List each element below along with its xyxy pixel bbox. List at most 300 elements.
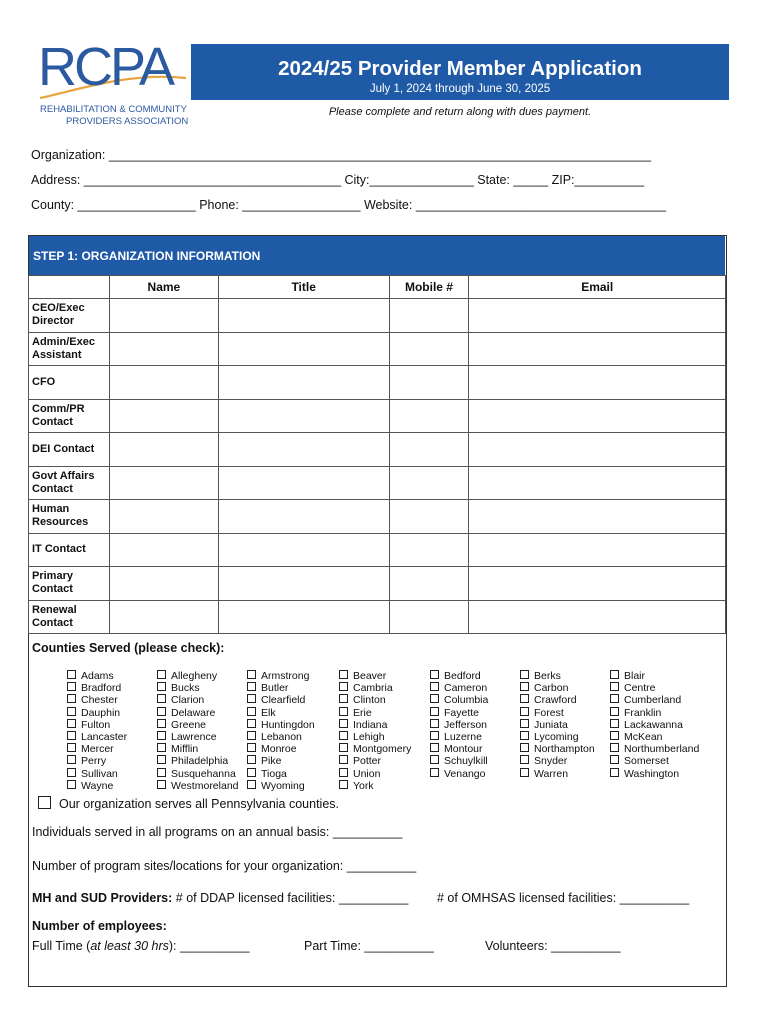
county-checkbox[interactable] — [610, 731, 619, 740]
county-checkbox[interactable] — [339, 755, 348, 764]
title-cell[interactable] — [218, 600, 389, 634]
role-label-line: Contact — [32, 482, 73, 495]
county-item[interactable] — [610, 694, 699, 706]
county-label: Jefferson — [444, 718, 487, 731]
parttime-field[interactable]: Part Time: __________ — [304, 939, 434, 953]
role-label-line: Govt Affairs — [32, 469, 95, 482]
email-cell[interactable] — [469, 299, 726, 333]
county-checkbox[interactable] — [520, 719, 529, 728]
role-label — [29, 567, 110, 601]
table-row — [29, 399, 726, 433]
county-checkbox[interactable] — [157, 670, 166, 679]
contacts-body — [29, 299, 726, 634]
table-row — [29, 299, 726, 333]
county-label: Northumberland — [624, 743, 700, 756]
role-label-line: CFO — [32, 375, 56, 388]
role-label — [29, 433, 110, 467]
county-label: Carbon — [534, 682, 569, 695]
step1-title: STEP 1: ORGANIZATION INFORMATION — [33, 249, 261, 263]
county-checkbox[interactable] — [610, 694, 619, 703]
county-label: Wyoming — [261, 779, 305, 792]
county-checkbox[interactable] — [430, 743, 439, 752]
email-cell[interactable] — [469, 399, 726, 433]
county-checkbox[interactable] — [247, 707, 256, 716]
county-checkbox[interactable] — [67, 707, 76, 716]
county-checkbox[interactable] — [430, 768, 439, 777]
county-checkbox[interactable] — [157, 707, 166, 716]
county-label: Wayne — [81, 779, 114, 792]
county-label: Susquehanna — [171, 767, 236, 780]
county-checkbox[interactable] — [247, 755, 256, 764]
mh-label: MH and SUD Providers: — [32, 891, 173, 905]
county-checkbox[interactable] — [339, 743, 348, 752]
title-cell[interactable] — [218, 433, 389, 467]
county-checkbox[interactable] — [430, 694, 439, 703]
county-item[interactable] — [520, 768, 595, 780]
county-item[interactable] — [67, 682, 127, 694]
county-item[interactable] — [157, 768, 239, 780]
role-label-line: Renewal — [32, 603, 77, 616]
county-label: Lebanon — [261, 731, 302, 744]
county-checkbox[interactable] — [610, 707, 619, 716]
county-item[interactable] — [157, 694, 239, 706]
county-checkbox[interactable] — [67, 670, 76, 679]
email-cell[interactable] — [469, 600, 726, 634]
county-item[interactable] — [67, 670, 127, 682]
role-label-line: Contact — [32, 616, 73, 629]
county-item[interactable] — [247, 682, 315, 694]
step1-header — [29, 236, 725, 275]
mobile-cell[interactable] — [389, 433, 469, 467]
county-label: Lackawanna — [624, 718, 683, 731]
county-checkbox[interactable] — [339, 768, 348, 777]
table-row — [29, 600, 726, 634]
name-cell[interactable] — [109, 433, 218, 467]
mobile-cell[interactable] — [389, 299, 469, 333]
county-item[interactable] — [67, 755, 127, 767]
county-item[interactable] — [339, 682, 411, 694]
county-label: Mercer — [81, 743, 114, 756]
county-item[interactable] — [157, 719, 239, 731]
name-cell[interactable] — [109, 600, 218, 634]
county-item[interactable] — [247, 780, 315, 792]
county-item[interactable] — [157, 755, 239, 767]
mobile-cell[interactable] — [389, 600, 469, 634]
county-checkbox[interactable] — [157, 682, 166, 691]
email-cell[interactable] — [469, 466, 726, 500]
county-label: Centre — [624, 682, 656, 695]
county-item[interactable] — [339, 768, 411, 780]
county-column — [339, 670, 411, 792]
county-label: Lawrence — [171, 731, 217, 744]
role-label-line: Resources — [32, 516, 89, 529]
county-label: Fulton — [81, 718, 111, 731]
county-checkbox[interactable] — [157, 694, 166, 703]
county-item[interactable] — [157, 707, 239, 719]
county-checkbox[interactable] — [610, 755, 619, 764]
county-label: Union — [353, 767, 381, 780]
name-cell[interactable] — [109, 466, 218, 500]
county-checkbox[interactable] — [430, 707, 439, 716]
county-item[interactable] — [67, 731, 127, 743]
county-label: Luzerne — [444, 731, 482, 744]
email-cell[interactable] — [469, 433, 726, 467]
role-label-line: Director — [32, 315, 75, 328]
county-item[interactable] — [247, 719, 315, 731]
email-cell[interactable] — [469, 332, 726, 366]
county-checkbox[interactable] — [520, 743, 529, 752]
county-checkbox[interactable] — [339, 707, 348, 716]
county-checkbox[interactable] — [157, 743, 166, 752]
county-label: Lancaster — [81, 731, 128, 744]
name-cell[interactable] — [109, 567, 218, 601]
county-label: Westmoreland — [171, 779, 239, 792]
county-item[interactable] — [247, 707, 315, 719]
mobile-cell[interactable] — [389, 533, 469, 567]
mobile-cell[interactable] — [389, 332, 469, 366]
county-item[interactable] — [610, 670, 699, 682]
county-item[interactable] — [247, 768, 315, 780]
role-label-line: DEI Contact — [32, 442, 95, 455]
county-checkbox[interactable] — [339, 694, 348, 703]
county-item[interactable] — [247, 743, 315, 755]
county-label: Washington — [624, 767, 680, 780]
county-item[interactable] — [67, 768, 127, 780]
county-checkbox[interactable] — [157, 780, 166, 789]
county-phone-website-field[interactable]: County: _________________ Phone: _________________ Website: ____________________________________ — [31, 198, 667, 212]
logo-mark: RCPA — [38, 37, 173, 97]
county-item[interactable] — [430, 743, 488, 755]
county-item[interactable] — [339, 694, 411, 706]
title-cell[interactable] — [218, 567, 389, 601]
county-label: Dauphin — [81, 706, 121, 719]
all-pa-checkbox[interactable] — [38, 796, 51, 809]
county-checkbox[interactable] — [339, 731, 348, 740]
county-label: Potter — [353, 755, 382, 768]
county-column — [67, 670, 127, 792]
mobile-cell[interactable] — [389, 466, 469, 500]
county-checkbox[interactable] — [67, 755, 76, 764]
county-checkbox[interactable] — [430, 719, 439, 728]
role-label-line: CEO/Exec — [32, 302, 85, 315]
county-item[interactable] — [67, 719, 127, 731]
county-item[interactable] — [520, 755, 595, 767]
county-checkbox[interactable] — [157, 768, 166, 777]
omhsas-field[interactable]: # of OMHSAS licensed facilities: __________ — [437, 891, 690, 905]
county-label: Fayette — [444, 706, 480, 719]
county-item[interactable] — [610, 743, 699, 755]
title-cell[interactable] — [218, 399, 389, 433]
individuals-field[interactable]: Individuals served in all programs on an annual basis: __________ — [32, 825, 403, 839]
header-email: Email — [469, 276, 726, 299]
county-label: Monroe — [261, 743, 297, 756]
county-checkbox[interactable] — [430, 670, 439, 679]
title-cell[interactable] — [218, 533, 389, 567]
rcpa-logo — [38, 37, 189, 135]
county-label: Beaver — [353, 670, 387, 682]
county-checkbox[interactable] — [67, 780, 76, 789]
county-checkbox[interactable] — [520, 768, 529, 777]
county-label: Chester — [81, 694, 118, 707]
county-item[interactable] — [157, 682, 239, 694]
table-row — [29, 533, 726, 567]
county-label: Indiana — [353, 718, 388, 731]
employees-label: Number of employees: — [32, 919, 167, 933]
county-item[interactable] — [157, 670, 239, 682]
county-checkbox[interactable] — [67, 743, 76, 752]
county-checkbox[interactable] — [520, 682, 529, 691]
county-checkbox[interactable] — [157, 755, 166, 764]
name-cell[interactable] — [109, 299, 218, 333]
title-cell[interactable] — [218, 299, 389, 333]
county-label: Forest — [534, 706, 564, 719]
mobile-cell[interactable] — [389, 567, 469, 601]
county-checkbox[interactable] — [520, 731, 529, 740]
organization-field[interactable]: Organization: ______________________________________________________________________________ — [31, 148, 652, 162]
county-checkbox[interactable] — [339, 670, 348, 679]
county-label: Bradford — [81, 682, 122, 695]
county-label: Sullivan — [81, 767, 118, 780]
county-checkbox[interactable] — [610, 682, 619, 691]
county-item[interactable] — [430, 731, 488, 743]
county-label: Crawford — [534, 694, 577, 707]
county-item[interactable] — [430, 707, 488, 719]
ddap-field[interactable]: # of DDAP licensed facilities: __________ — [175, 891, 409, 905]
county-checkbox[interactable] — [247, 743, 256, 752]
name-cell[interactable] — [109, 533, 218, 567]
county-item[interactable] — [247, 731, 315, 743]
county-item[interactable] — [610, 755, 699, 767]
county-label: Mifflin — [171, 743, 199, 756]
county-item[interactable] — [610, 719, 699, 731]
county-item[interactable] — [157, 731, 239, 743]
county-item[interactable] — [157, 743, 239, 755]
county-item[interactable] — [157, 780, 239, 792]
county-item[interactable] — [430, 682, 488, 694]
county-label: Montour — [444, 743, 483, 756]
role-label — [29, 466, 110, 500]
county-item[interactable] — [520, 731, 595, 743]
email-cell[interactable] — [469, 533, 726, 567]
role-label-line: Contact — [32, 415, 73, 428]
role-label — [29, 332, 110, 366]
county-checkbox[interactable] — [67, 719, 76, 728]
county-label: Armstrong — [261, 670, 310, 682]
header-mobile: Mobile # — [389, 276, 469, 299]
all-pa-option[interactable] — [38, 796, 339, 811]
county-label: Tioga — [261, 767, 287, 780]
role-label — [29, 399, 110, 433]
county-label: Lehigh — [353, 731, 385, 744]
role-label-line: Primary — [32, 570, 73, 583]
county-checkbox[interactable] — [67, 768, 76, 777]
county-label: Pike — [261, 755, 282, 768]
county-label: Clearfield — [261, 694, 306, 707]
instruction-text: Please complete and return along with dues payment. — [328, 106, 592, 118]
role-label-line: Human — [32, 503, 70, 516]
county-checkbox[interactable] — [610, 719, 619, 728]
county-column — [520, 670, 595, 780]
county-item[interactable] — [520, 682, 595, 694]
table-row — [29, 567, 726, 601]
table-row — [29, 433, 726, 467]
county-label: Blair — [624, 670, 646, 682]
county-label: Philadelphia — [171, 755, 229, 768]
county-label: Warren — [534, 767, 569, 780]
county-checkbox[interactable] — [247, 694, 256, 703]
providers-row — [32, 891, 408, 905]
county-item[interactable] — [520, 719, 595, 731]
county-item[interactable] — [339, 743, 411, 755]
mobile-cell[interactable] — [389, 399, 469, 433]
name-cell[interactable] — [109, 500, 218, 534]
county-checkbox[interactable] — [247, 731, 256, 740]
county-label: Allegheny — [171, 670, 218, 682]
county-checkbox[interactable] — [247, 670, 256, 679]
county-item[interactable] — [339, 780, 411, 792]
role-label — [29, 600, 110, 634]
county-label: Erie — [353, 706, 372, 719]
county-checkbox[interactable] — [520, 694, 529, 703]
county-checkbox[interactable] — [247, 719, 256, 728]
role-label-line: Comm/PR — [32, 402, 85, 415]
title-cell[interactable] — [218, 500, 389, 534]
county-item[interactable] — [67, 743, 127, 755]
county-item[interactable] — [339, 755, 411, 767]
county-checkbox[interactable] — [339, 682, 348, 691]
county-item[interactable] — [520, 743, 595, 755]
email-cell[interactable] — [469, 366, 726, 400]
county-item[interactable] — [430, 755, 488, 767]
title-cell[interactable] — [218, 332, 389, 366]
county-item[interactable] — [610, 707, 699, 719]
title-cell[interactable] — [218, 466, 389, 500]
role-label — [29, 500, 110, 534]
county-label: Juniata — [534, 718, 568, 731]
county-column — [610, 670, 699, 780]
name-cell[interactable] — [109, 399, 218, 433]
county-item[interactable] — [610, 731, 699, 743]
county-label: Huntingdon — [261, 718, 315, 731]
county-checkbox[interactable] — [339, 719, 348, 728]
county-item[interactable] — [339, 719, 411, 731]
county-checkbox[interactable] — [247, 768, 256, 777]
county-checkbox[interactable] — [67, 694, 76, 703]
county-label: Adams — [81, 670, 114, 682]
county-label: Cameron — [444, 682, 488, 695]
county-item[interactable] — [430, 670, 488, 682]
county-label: McKean — [624, 731, 663, 744]
sites-field[interactable]: Number of program sites/locations for your organization: __________ — [32, 859, 417, 873]
table-row — [29, 332, 726, 366]
county-item[interactable] — [430, 719, 488, 731]
county-item[interactable] — [247, 694, 315, 706]
address-field[interactable]: Address: _____________________________________ City:_______________ State: _____ ZIP:__________ — [31, 173, 645, 187]
county-item[interactable] — [520, 694, 595, 706]
county-checkbox[interactable] — [67, 731, 76, 740]
county-column — [247, 670, 315, 792]
county-checkbox[interactable] — [247, 780, 256, 789]
mobile-cell[interactable] — [389, 366, 469, 400]
county-checkbox[interactable] — [339, 780, 348, 789]
table-row — [29, 466, 726, 500]
fulltime-field[interactable]: Full Time (at least 30 hrs): __________ — [32, 939, 250, 953]
county-item[interactable] — [67, 694, 127, 706]
county-label: Clarion — [171, 694, 205, 707]
role-label — [29, 366, 110, 400]
county-checkbox[interactable] — [430, 731, 439, 740]
email-cell[interactable] — [469, 567, 726, 601]
county-checkbox[interactable] — [610, 768, 619, 777]
county-item[interactable] — [247, 670, 315, 682]
county-item[interactable] — [610, 768, 699, 780]
logo-text — [40, 104, 188, 128]
mobile-cell[interactable] — [389, 500, 469, 534]
county-checkbox[interactable] — [610, 670, 619, 679]
county-item[interactable] — [67, 707, 127, 719]
county-checkbox[interactable] — [610, 743, 619, 752]
role-label — [29, 299, 110, 333]
name-cell[interactable] — [109, 332, 218, 366]
title-cell[interactable] — [218, 366, 389, 400]
county-checkbox[interactable] — [247, 682, 256, 691]
county-item[interactable] — [67, 780, 127, 792]
table-header-row — [29, 276, 726, 299]
county-checkbox[interactable] — [520, 755, 529, 764]
role-label-line: Admin/Exec — [32, 335, 95, 348]
county-item[interactable] — [247, 755, 315, 767]
county-item[interactable] — [430, 768, 488, 780]
page-title: 2024/25 Provider Member Application — [278, 57, 642, 80]
county-label: Delaware — [171, 706, 216, 719]
county-checkbox[interactable] — [520, 707, 529, 716]
county-label: Montgomery — [353, 743, 412, 756]
county-label: Cumberland — [624, 694, 682, 707]
county-label: Venango — [444, 767, 486, 780]
county-item[interactable] — [339, 670, 411, 682]
logo-line-2: PROVIDERS ASSOCIATION — [66, 116, 189, 127]
all-pa-label: Our organization serves all Pennsylvania counties. — [59, 797, 340, 811]
county-column — [157, 670, 239, 792]
county-label: Snyder — [534, 755, 568, 768]
county-item[interactable] — [610, 682, 699, 694]
counties-title: Counties Served (please check): — [32, 641, 225, 655]
county-checkbox[interactable] — [520, 670, 529, 679]
email-cell[interactable] — [469, 500, 726, 534]
county-label: Perry — [81, 755, 107, 768]
header-blank — [29, 276, 110, 299]
role-label-line: Assistant — [32, 348, 82, 361]
county-checkbox[interactable] — [430, 755, 439, 764]
county-checkbox[interactable] — [157, 719, 166, 728]
county-checkbox[interactable] — [67, 682, 76, 691]
county-checkbox[interactable] — [430, 682, 439, 691]
county-label: Franklin — [624, 706, 662, 719]
page-subtitle: July 1, 2024 through June 30, 2025 — [369, 83, 551, 95]
header-title: Title — [218, 276, 389, 299]
county-checkbox[interactable] — [157, 731, 166, 740]
volunteers-field[interactable]: Volunteers: __________ — [485, 939, 621, 953]
county-item[interactable] — [339, 731, 411, 743]
county-item[interactable] — [430, 694, 488, 706]
county-item[interactable] — [520, 670, 595, 682]
county-item[interactable] — [339, 707, 411, 719]
county-item[interactable] — [520, 707, 595, 719]
table-row — [29, 366, 726, 400]
name-cell[interactable] — [109, 366, 218, 400]
county-label: Elk — [261, 706, 276, 719]
county-label: Columbia — [444, 694, 489, 707]
